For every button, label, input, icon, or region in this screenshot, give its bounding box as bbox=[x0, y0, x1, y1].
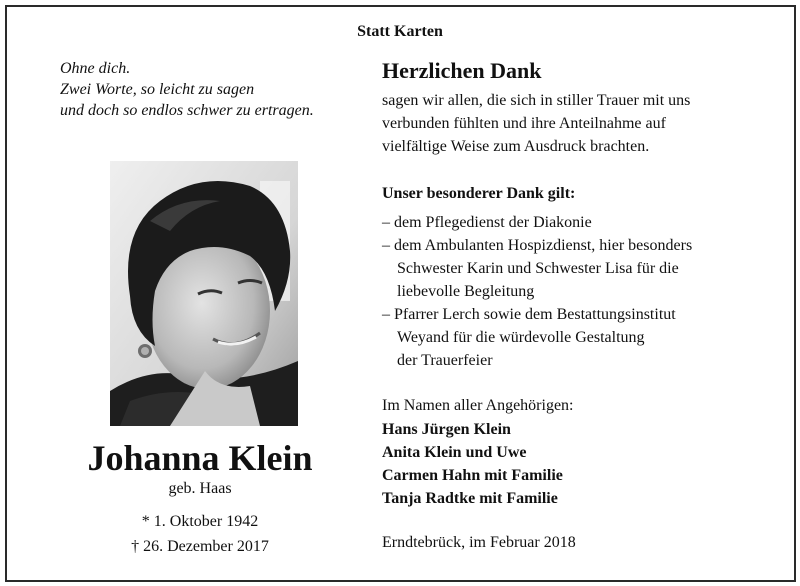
list-item-line: Weyand für die würdevolle Gestaltung bbox=[397, 329, 645, 346]
special-thanks-list bbox=[382, 211, 782, 372]
place-date: Erndtebrück, im Februar 2018 bbox=[382, 534, 576, 551]
list-item-line: – dem Pflegedienst der Diakonie bbox=[382, 214, 592, 231]
thanks-line: verbunden fühlten und ihre Anteilnahme auf bbox=[382, 115, 666, 132]
portrait-photo bbox=[110, 161, 298, 426]
relative-name: Hans Jürgen Klein bbox=[382, 421, 511, 438]
life-dates bbox=[40, 509, 360, 559]
death-date: † 26. Dezember 2017 bbox=[131, 538, 269, 555]
birth-name: geb. Haas bbox=[168, 480, 232, 497]
list-item bbox=[382, 211, 782, 234]
portrait-image bbox=[110, 161, 298, 426]
list-item-line: Schwester Karin und Schwester Lisa für die bbox=[397, 260, 679, 277]
relative-name: Tanja Radtke mit Familie bbox=[382, 490, 558, 507]
list-item bbox=[382, 234, 782, 303]
list-item-line: der Trauerfeier bbox=[397, 352, 493, 369]
list-item bbox=[382, 303, 782, 372]
thanks-title: Herzlichen Dank bbox=[382, 58, 542, 83]
relatives-intro: Im Namen aller Angehörigen: bbox=[382, 397, 574, 414]
relative-name: Anita Klein und Uwe bbox=[382, 444, 527, 461]
thanks-body bbox=[382, 89, 782, 158]
relative-name: Carmen Hahn mit Familie bbox=[382, 467, 563, 484]
poem-line: und doch so endlos schwer zu ertragen. bbox=[60, 102, 314, 119]
special-thanks-title: Unser besonderer Dank gilt: bbox=[382, 185, 576, 202]
thanks-line: vielfältige Weise zum Ausdruck brachten. bbox=[382, 138, 650, 155]
poem-line: Ohne dich. bbox=[60, 60, 131, 77]
list-item-line: liebevolle Begleitung bbox=[397, 283, 535, 300]
list-item-line: – dem Ambulanten Hospizdienst, hier besonders bbox=[382, 237, 693, 254]
relatives-list bbox=[382, 418, 782, 510]
poem bbox=[60, 58, 360, 121]
thanks-line: sagen wir allen, die sich in stiller Trauer mit uns bbox=[382, 92, 691, 109]
deceased-name: Johanna Klein bbox=[87, 438, 313, 478]
poem-line: Zwei Worte, so leicht zu sagen bbox=[60, 81, 255, 98]
birth-date: * 1. Oktober 1942 bbox=[141, 513, 259, 530]
list-item-line: – Pfarrer Lerch sowie dem Bestattungsinstitut bbox=[382, 306, 676, 323]
notice-header: Statt Karten bbox=[357, 23, 443, 40]
